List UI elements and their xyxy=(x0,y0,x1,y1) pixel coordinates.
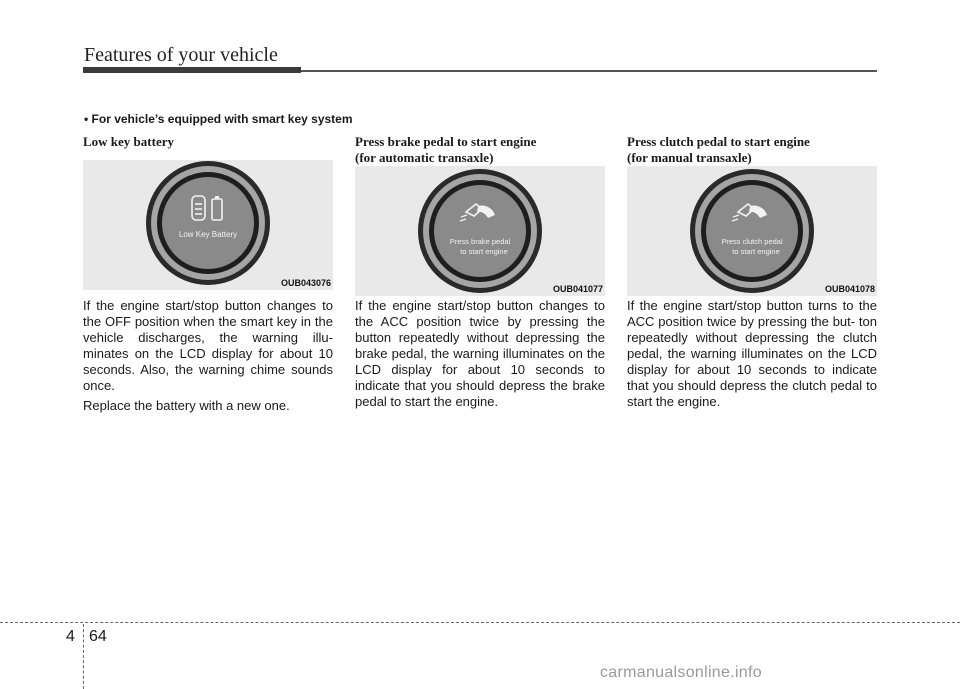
button-label-line-2: to start engine xyxy=(732,247,780,256)
button-label-line-1: Press clutch pedal xyxy=(721,237,783,246)
button-label-line-1: Low Key Battery xyxy=(178,230,238,239)
figure-clutch-pedal xyxy=(627,166,877,296)
column-low-key-battery xyxy=(83,134,333,418)
button-label-line-1: Press brake pedal xyxy=(449,237,511,246)
column-title: Press brake pedal to start engine (for automatic transaxle) xyxy=(355,134,537,165)
figure-code: OUB041077 xyxy=(552,284,603,294)
paragraph: Replace the battery with a new one. xyxy=(83,398,290,413)
paragraph: If the engine start/stop button turns to the ACC position twice by pressing the but- ton repeatedly without depressing the clutch pedal, the warning illuminates on the LCD display for about 10 seconds to indicate that you should depress the clutch pedal to start the engine. xyxy=(627,298,877,409)
paragraph: If the engine start/stop button changes to the ACC position twice by pressing the button repeatedly without depressing the brake pedal, the warning illuminates on the LCD display for about 10 seconds to indicate that you should depress the brake pedal to start the engine. xyxy=(355,298,605,409)
column-title: Low key battery xyxy=(83,134,174,149)
column-clutch-pedal xyxy=(627,134,877,414)
subhead: • For vehicle’s equipped with smart key system xyxy=(84,112,353,126)
figure-brake-pedal xyxy=(355,166,605,296)
svg-text:Press brake pedal xyxy=(450,237,511,246)
figure-code: OUB043076 xyxy=(280,278,331,288)
header-rule xyxy=(301,70,877,72)
column-brake-pedal xyxy=(355,134,605,414)
paragraph: If the engine start/stop button changes to the OFF position when the smart key in the vehicle discharges, the warning illu- minates on the LCD display for about 10 seconds. Also, the warning chime sounds once. xyxy=(83,298,333,393)
svg-text:Press clutch pedal xyxy=(721,237,783,246)
watermark: carmanualsonline.info xyxy=(600,664,762,681)
column-title: Press clutch pedal to start engine (for manual transaxle) xyxy=(627,134,810,165)
footer-divider xyxy=(83,624,84,689)
page-number: 64 xyxy=(89,628,107,645)
button-label-line-2: to start engine xyxy=(460,247,508,256)
start-button-illustration xyxy=(627,166,877,296)
header-bar xyxy=(83,67,301,73)
header-title: Features of your vehicle xyxy=(84,44,278,66)
footer-rule xyxy=(0,622,960,623)
svg-text:to start engine xyxy=(732,247,780,256)
start-button-illustration xyxy=(355,166,605,296)
body-text xyxy=(627,298,877,410)
page-chapter: 4 xyxy=(66,628,75,645)
start-button-illustration xyxy=(83,160,333,290)
figure-code: OUB041078 xyxy=(824,284,875,294)
figure-low-key-battery xyxy=(83,160,333,290)
svg-text:Low Key Battery xyxy=(179,230,237,239)
body-text xyxy=(83,298,333,414)
body-text xyxy=(355,298,605,410)
svg-text:to start engine xyxy=(460,247,508,256)
